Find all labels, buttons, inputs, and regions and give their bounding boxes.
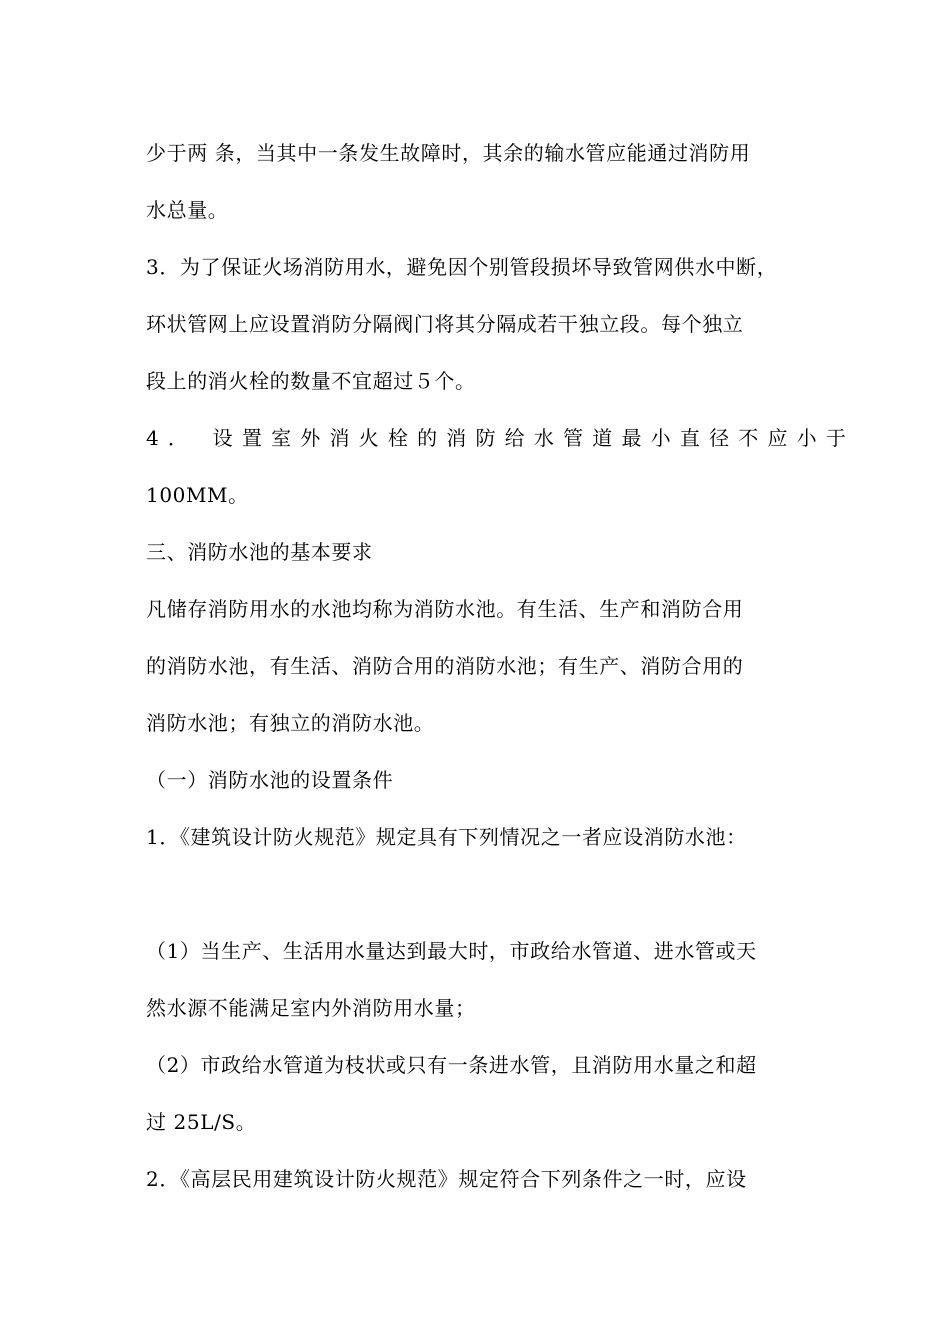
paragraph-line: 100MM。 xyxy=(146,483,249,507)
paragraph-line: 凡储存消防用水的水池均称为消防水池。有生活、生产和消防合用 xyxy=(146,597,744,621)
paragraph-line: 4． 设置室外消火栓的消防给水管道最小直径不应小于 xyxy=(146,426,856,450)
paragraph-line: 少于两 条，当其中一条发生故障时，其余的输水管应能通过消防用 xyxy=(146,141,751,165)
section-heading: 三、消防水池的基本要求 xyxy=(146,540,373,564)
paragraph-line: 然水源不能满足室内外消防用水量； xyxy=(146,996,476,1020)
paragraph-line: （1）当生产、生活用水量达到最大时，市政给水管道、进水管或天 xyxy=(146,939,757,963)
paragraph-line: 消防水池；有独立的消防水池。 xyxy=(146,711,435,735)
paragraph-line: 过 25L/S。 xyxy=(146,1110,257,1134)
paragraph-line: 3．为了保证火场消防用水，避免因个别管段损坏导致管网供水中断， xyxy=(146,255,778,279)
paragraph-line: 2．《高层民用建筑设计防火规范》规定符合下列条件之一时，应设 xyxy=(146,1167,747,1191)
paragraph-line: 环状管网上应设置消防分隔阀门将其分隔成若干独立段。每个独立 xyxy=(146,312,744,336)
paragraph-line: 1．《建筑设计防火规范》规定具有下列情况之一者应设消防水池： xyxy=(146,825,747,849)
paragraph-line: 段上的消火栓的数量不宜超过５个。 xyxy=(146,369,476,393)
paragraph-line: 的消防水池，有生活、消防合用的消防水池；有生产、消防合用的 xyxy=(146,654,744,678)
subsection-heading: （一）消防水池的设置条件 xyxy=(146,768,394,792)
paragraph-line: （2）市政给水管道为枝状或只有一条进水管，且消防用水量之和超 xyxy=(146,1053,757,1077)
paragraph-line: 水总量。 xyxy=(146,198,229,222)
